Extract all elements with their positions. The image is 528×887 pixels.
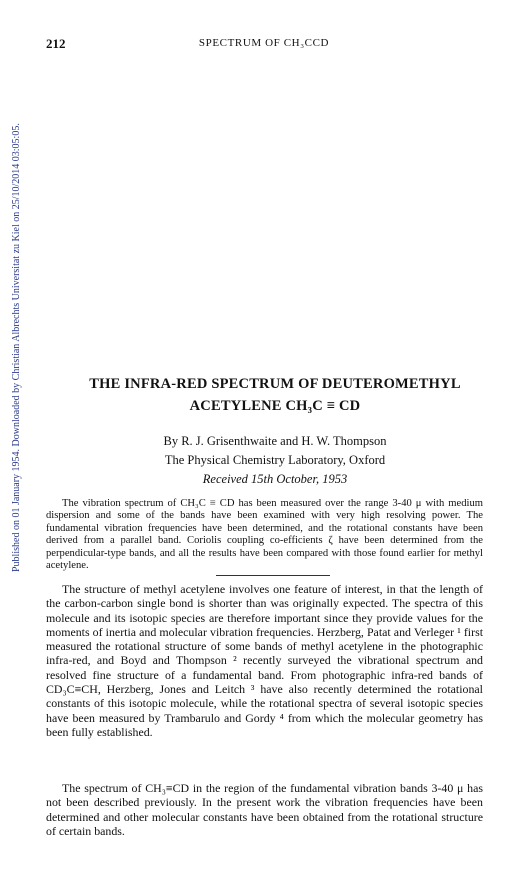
author-block [40,432,510,470]
body-paragraph-2: The spectrum of CH₃≡CD in the region of the fundamental vibration bands 3-40 μ has not been described previously. In the present work the vibration frequencies have been determined and other molecular constants have been obtained from the rotational structure of certain bands. [46,781,483,838]
affiliation: The Physical Chemistry Laboratory, Oxford [164,453,386,467]
received-date: Received 15th October, 1953 [202,472,348,486]
section-divider [216,575,330,576]
article-title [40,373,510,417]
title-line-2: ACETYLENE CH₃C ≡ CD [189,398,361,414]
abstract: The vibration spectrum of CH₃C ≡ CD has been measured over the range 3-40 μ with medium dispersion and some of the bands have been examined with very high resolving power. The fundamental vibration frequencies have been determined, and the rotational constants have been derived from a parallel band. Coriolis coupling co-efficients ζ have been determined from the perpendicular-type bands, and all the results have been compared with those found earlier for methyl acetylene. [46,498,483,572]
download-watermark: Published on 01 January 1954. Downloaded by Christian Albrechts Universitat zu Kiel on 25/10/2014 03:05:05. [11,123,22,572]
running-title: SPECTRUM OF CH₃CCD [198,37,330,49]
body-paragraph-1: The structure of methyl acetylene involves one feature of interest, in that the length of the carbon-carbon single bond is shorter than was originally expected. The spectra of this molecule and its isotopic species are therefore important since they provide values for the moments of inertia and molecular vibration frequencies. Herzberg, Patat and Verleger ¹ first measured the rotational structure of some bands of methyl acetylene in the photographic infra-red, and Boyd and Thompson ² recently surveyed the vibrational spectrum and resolved fine structure of a fundamental band. From photographic infra-red bands of CD₃C≡CH, Herzberg, Jones and Leitch ³ have also recently determined the rotational constants of this isotopic molecule, while the rotational spectra of several isotopic species have been measured by Trambarulo and Gordy ⁴ from which the molecular geometry has been fully established. [46,582,483,739]
byline: By R. J. Grisenthwaite and H. W. Thompson [163,434,387,448]
title-line-1: THE INFRA-RED SPECTRUM OF DEUTEROMETHYL [89,376,461,392]
page-number: 212 [46,36,66,51]
